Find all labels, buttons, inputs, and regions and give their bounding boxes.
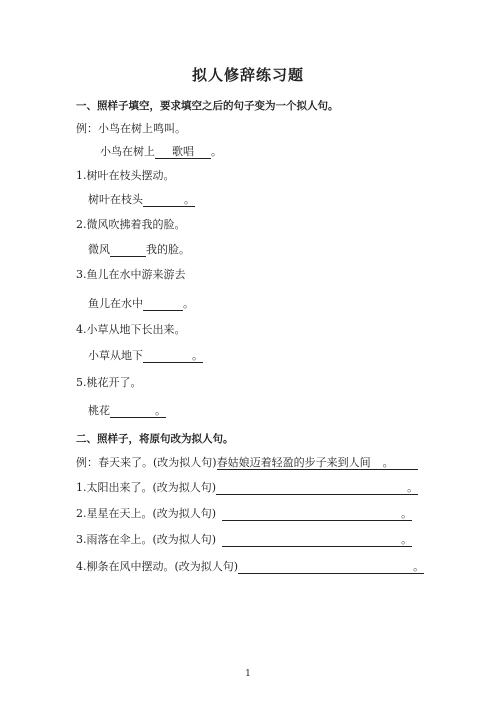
rewrite-suffix: 。: [413, 560, 425, 573]
section1-heading: 一、照样子填空，要求填空之后的句子变为一个拟人句。: [76, 100, 339, 112]
blank-3[interactable]: [143, 297, 183, 311]
answer-suffix: 。: [155, 404, 166, 417]
question-4: 4.小草从地下长出来。: [76, 323, 186, 336]
answer-line-5: [88, 404, 166, 418]
answer-line-1: [88, 193, 195, 207]
rewrite-3: [76, 533, 412, 547]
page-title: 拟人修辞练习题: [191, 66, 304, 84]
question-2: 2.微风吹拂着我的脸。: [76, 218, 186, 231]
rewrite-question: 3.雨落在伞上。(改为拟人句): [76, 533, 217, 546]
question-1: 1.树叶在枝头摆动。: [76, 169, 175, 182]
blank-5[interactable]: [110, 404, 166, 418]
rewrite-suffix: 。: [401, 533, 413, 546]
example-answer: [217, 456, 418, 470]
blank-2[interactable]: [110, 243, 146, 257]
answer-prefix: 微风: [88, 243, 110, 256]
answer-suffix: 。: [183, 297, 194, 310]
rewrite-4: [76, 560, 424, 574]
blank-1[interactable]: [143, 193, 195, 207]
example-label: 例：春天来了。(改为拟人句): [76, 456, 217, 469]
section2-heading: 二、照样子，将原句改为拟人句。: [76, 433, 234, 445]
rewrite-1: [76, 481, 418, 495]
rewrite-question: 4.柳条在风中摆动。(改为拟人句): [76, 560, 239, 573]
example-answer: 歌唱: [155, 145, 211, 159]
answer-suffix: 我的脸。: [146, 243, 190, 256]
answer-prefix: 鱼儿在水中: [88, 297, 143, 310]
question-5: 5.桃花开了。: [76, 376, 142, 389]
answer-suffix: 。: [184, 193, 195, 206]
rewrite-blank-3[interactable]: [222, 533, 412, 547]
rewrite-blank-4[interactable]: [238, 560, 424, 574]
answer-line-2: [88, 243, 190, 257]
blank-4[interactable]: [143, 349, 203, 363]
answer-suffix: 。: [192, 349, 203, 362]
rewrite-suffix: 。: [401, 507, 413, 520]
answer-prefix: 桃花: [88, 404, 110, 417]
answer-prefix: 树叶在枝头: [88, 193, 143, 206]
rewrite-question: 1.太阳出来了。(改为拟人句): [76, 481, 217, 494]
example-prefix: 小鸟在树上: [100, 145, 155, 158]
example-answer-text: 春姑娘迈着轻盈的步子来到人间: [216, 456, 371, 469]
rewrite-blank-1[interactable]: [216, 481, 418, 495]
section1-example-label: 例：小鸟在树上鸣叫。: [76, 122, 186, 135]
rewrite-blank-2[interactable]: [222, 507, 412, 521]
section2-example: [76, 456, 418, 470]
example-suffix: 。: [382, 456, 394, 469]
rewrite-question: 2.星星在天上。(改为拟人句): [76, 507, 217, 520]
page-number: 1: [245, 669, 251, 679]
rewrite-2: [76, 507, 412, 521]
section1-example-answer-line: [100, 145, 222, 159]
answer-line-3: [88, 297, 194, 311]
answer-prefix: 小草从地下: [88, 349, 143, 362]
example-suffix: 。: [211, 145, 222, 158]
answer-line-4: [88, 349, 203, 363]
question-3: 3.鱼儿在水中游来游去: [76, 268, 186, 281]
rewrite-suffix: 。: [407, 481, 419, 494]
